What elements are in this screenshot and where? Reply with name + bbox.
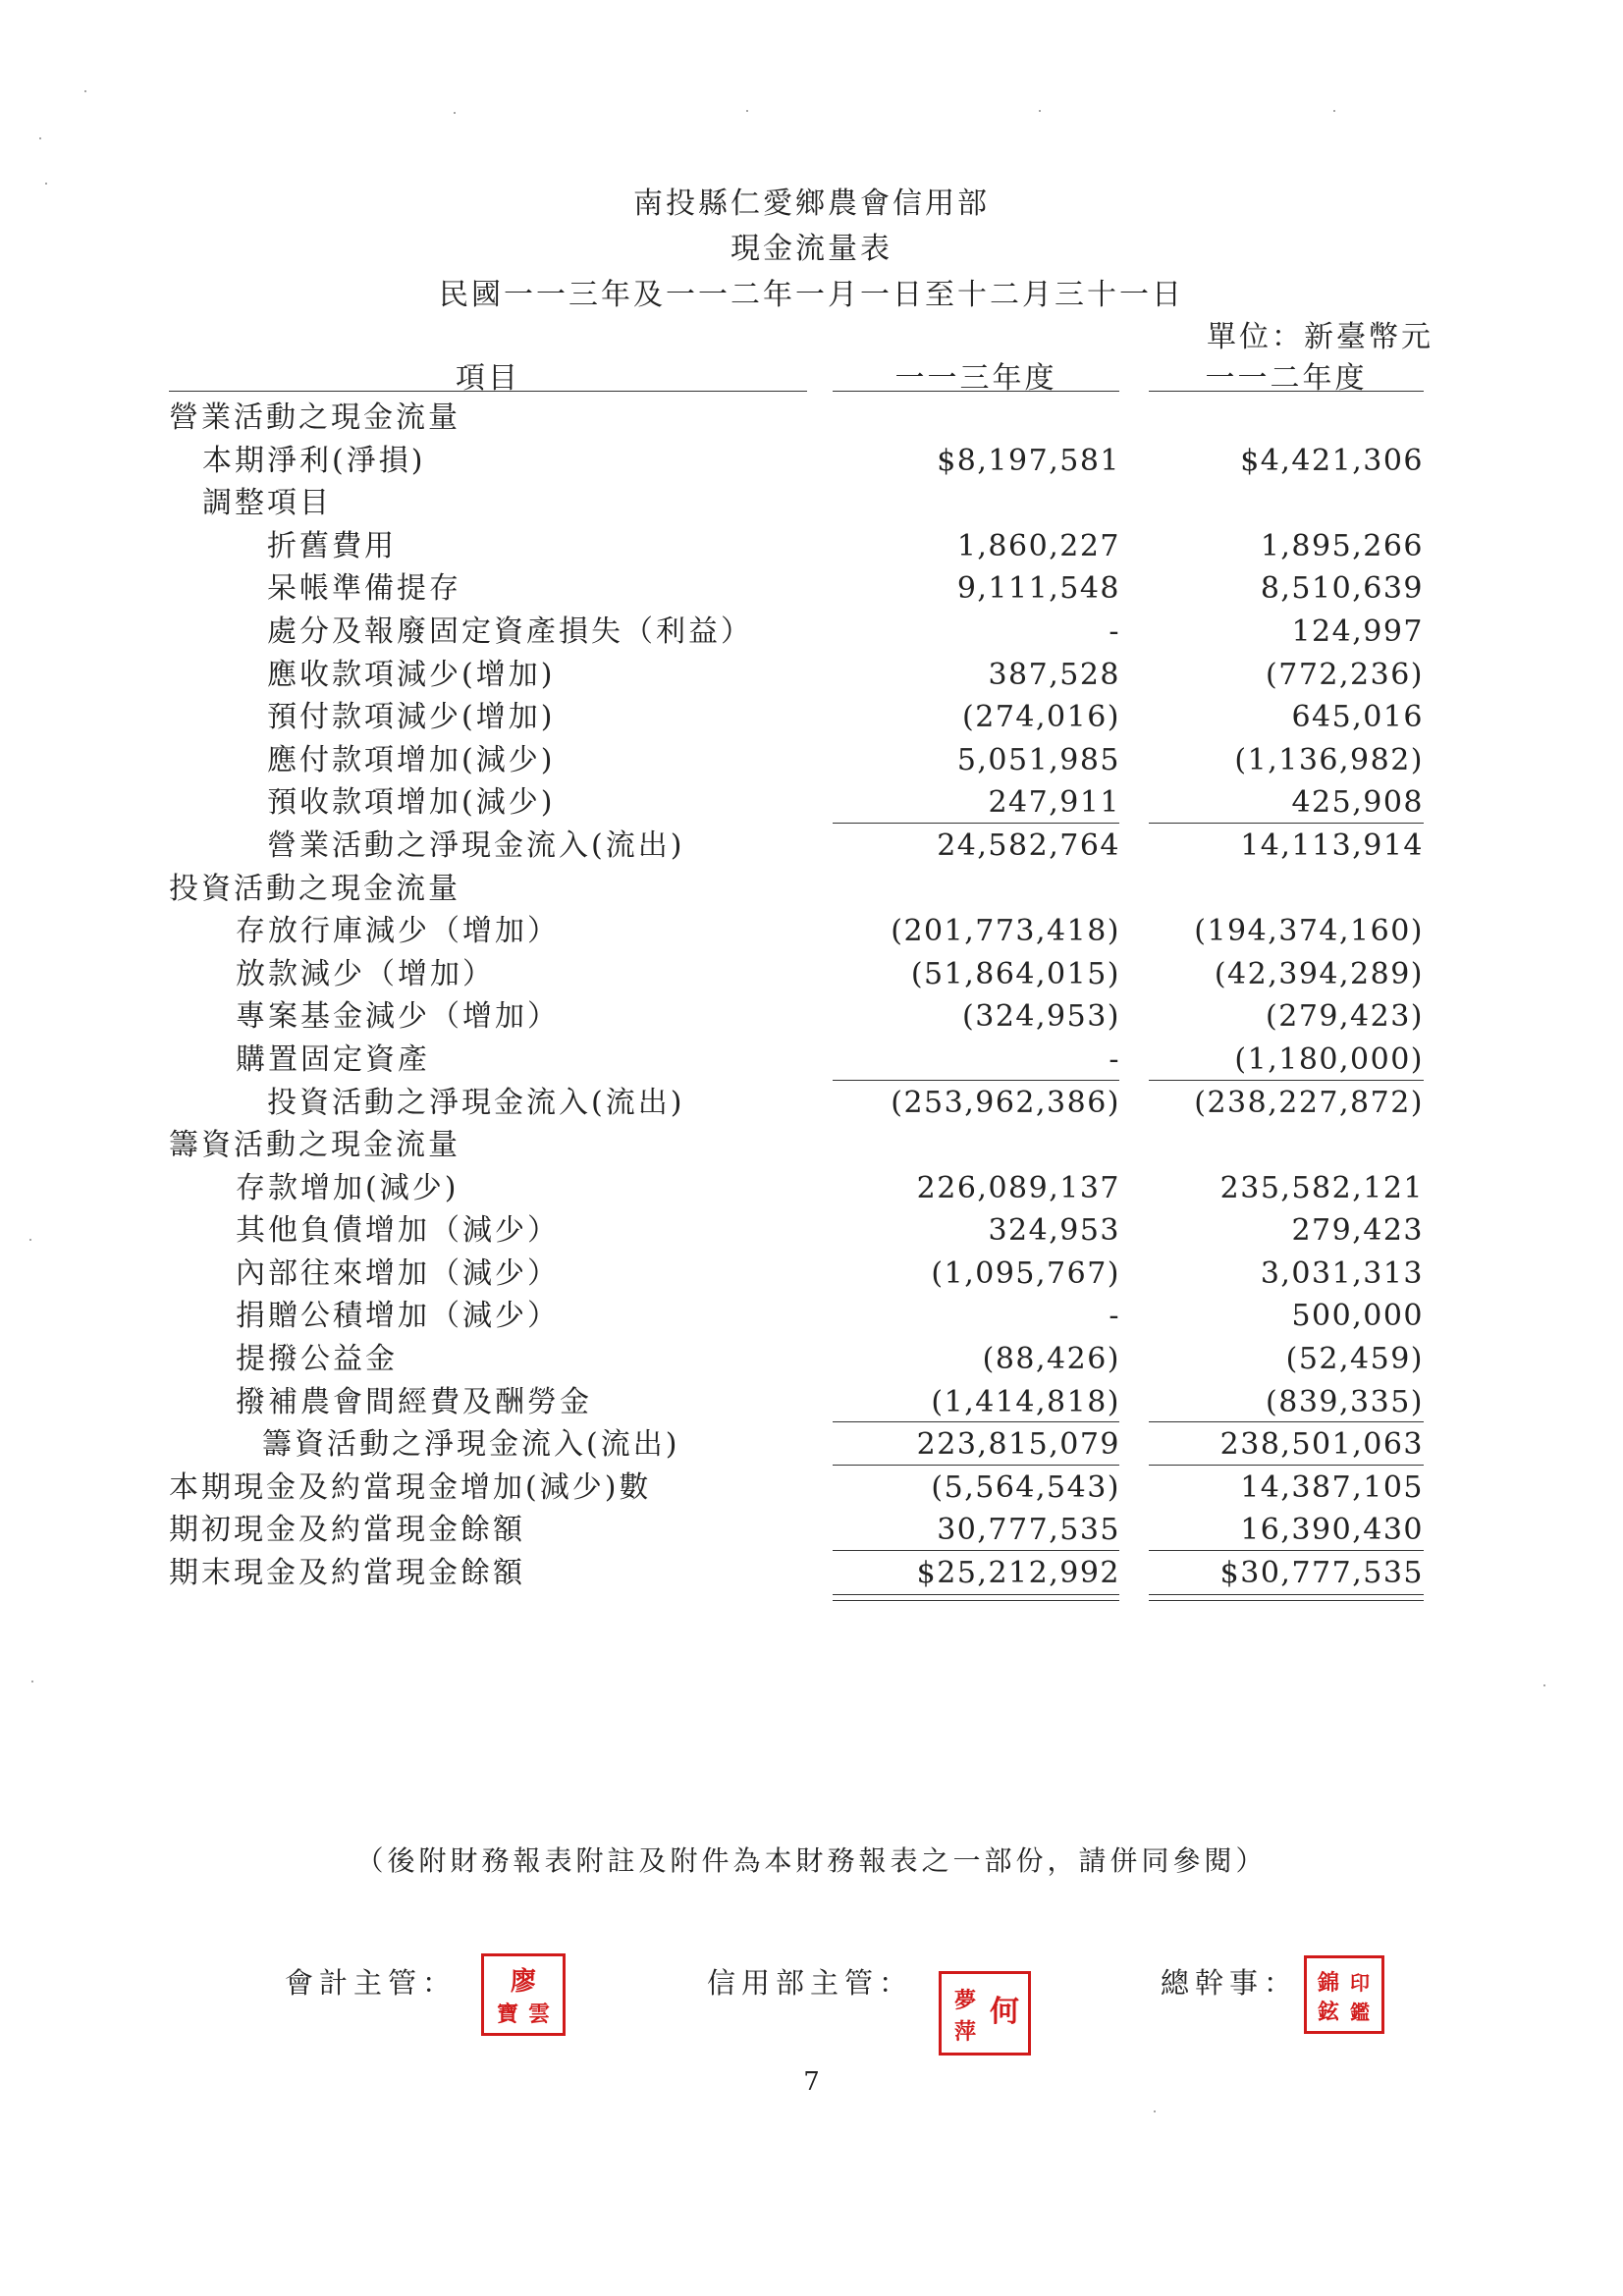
value-2023: 124,997 [1291,614,1424,649]
value-2024: $25,212,992 [916,1556,1120,1591]
general-manager-seal-icon [1307,1958,1381,2031]
subtotal-rule [1149,1080,1424,1081]
table-row [0,1253,1623,1296]
row-label: 調整項目 [202,486,332,521]
value-2023: 500,000 [1291,1299,1424,1334]
value-2023: (238,227,872) [1194,1085,1424,1120]
footnote: （後附財務報表附註及附件為本財務報表之一部份，請併同參閱） [355,1844,1268,1877]
value-2023: 8,510,639 [1260,571,1424,607]
value-2024: 9,111,548 [956,571,1120,607]
row-label: 內部往來增加（減少） [236,1255,560,1291]
value-2023: 14,387,105 [1240,1469,1424,1505]
credit-dept-supervisor-seal [939,1971,1031,2056]
total-double-rule [833,1594,1119,1601]
value-2023: $30,777,535 [1219,1556,1424,1591]
subtotal-rule [833,1421,1119,1422]
scan-speck [45,183,47,185]
credit-dept-supervisor-label: 信用部主管： [707,1966,914,2000]
scan-speck [1154,2110,1156,2112]
value-2024: 247,911 [988,785,1120,821]
value-2023: (279,423) [1266,999,1424,1035]
svg-text:雲: 雲 [527,2002,551,2027]
value-2023: (772,236) [1266,657,1424,692]
svg-text:印: 印 [1350,1971,1370,1995]
value-2024: (201,773,418) [891,914,1120,949]
subtotal-rule [833,1080,1119,1081]
svg-text:寶: 寶 [496,2002,519,2027]
value-2023: (42,394,289) [1214,956,1424,991]
svg-text:廖: 廖 [510,1967,537,1997]
table-row [0,1467,1623,1510]
statement-period: 民國一一三年及一一二年一月一日至十二月三十一日 [439,278,1184,312]
value-2024: (274,016) [962,700,1120,735]
value-2024: (253,962,386) [891,1085,1120,1120]
row-label: 存放行庫減少（增加） [236,914,560,949]
table-row [0,1295,1623,1338]
header-underline [169,391,807,392]
subtotal-rule [833,1465,1119,1466]
table-row [0,1039,1623,1082]
value-2023: (1,180,000) [1234,1041,1424,1077]
value-2024: (324,953) [962,999,1120,1035]
accounting-seal-icon [484,1956,563,2033]
row-label: 本期淨利(淨損) [202,443,426,478]
general-manager-seal [1304,1955,1384,2034]
table-row [0,1167,1623,1210]
row-label: 購置固定資產 [236,1041,430,1077]
value-2023: 279,423 [1291,1213,1424,1249]
row-label: 預付款項減少(增加) [267,700,556,735]
value-2023: 3,031,313 [1260,1255,1424,1291]
table-row [0,1423,1623,1467]
header-underline [1149,391,1424,392]
general-manager-label: 總幹事： [1161,1966,1299,2000]
row-label: 營業活動之淨現金流入(流出) [267,828,685,863]
scan-speck [29,1239,31,1241]
svg-text:錦: 錦 [1317,1970,1340,1996]
value-2024: (51,864,015) [910,956,1120,991]
value-2024: 24,582,764 [937,828,1120,863]
svg-text:何: 何 [990,1995,1019,2029]
scan-speck [39,137,41,139]
table-row [0,525,1623,568]
row-label: 期初現金及約當現金餘額 [169,1513,525,1548]
table-row [0,397,1623,440]
accounting-supervisor-seal [481,1953,566,2036]
row-label: 應收款項減少(增加) [267,657,556,692]
value-2024: $8,197,581 [937,443,1120,478]
value-2023: $4,421,306 [1240,443,1424,478]
header-underline [833,391,1119,392]
value-2023: (839,335) [1266,1384,1424,1419]
table-row [0,696,1623,739]
value-2023: 1,895,266 [1260,528,1424,563]
value-2024: 324,953 [988,1213,1120,1249]
value-2024: (5,564,543) [931,1469,1120,1505]
row-label: 處分及報廢固定資產損失（利益） [267,614,753,649]
subtotal-rule [1149,823,1424,824]
scan-speck [746,110,748,112]
value-2024: 30,777,535 [937,1513,1120,1548]
value-2023: 425,908 [1291,785,1424,821]
svg-text:夢: 夢 [953,1988,977,2013]
scan-speck [31,1681,33,1682]
table-row [0,440,1623,483]
value-2024: 223,815,079 [916,1427,1120,1463]
row-label: 專案基金減少（增加） [236,999,560,1035]
row-label: 捐贈公積增加（減少） [236,1299,560,1334]
cash-flow-table [0,397,1623,1595]
value-2024: (88,426) [982,1342,1120,1377]
item-column-header: 項目 [456,361,520,396]
row-label: 應付款項增加(減少) [267,742,556,777]
table-row [0,825,1623,868]
scan-speck [454,112,456,114]
row-label: 本期現金及約當現金增加(減少)數 [169,1469,652,1505]
value-2024: (1,095,767) [931,1255,1120,1291]
row-label: 折舊費用 [267,528,397,563]
value-2023: 14,113,914 [1240,828,1424,863]
row-label: 存款增加(減少) [236,1170,460,1205]
table-row [0,1082,1623,1125]
subtotal-rule [1149,1550,1424,1551]
table-row [0,654,1623,697]
page-number: 7 [803,2067,820,2097]
table-row [0,739,1623,782]
table-row [0,995,1623,1039]
table-row [0,1509,1623,1552]
subtotal-rule [833,823,1119,824]
org-name: 南投縣仁愛鄉農會信用部 [633,187,990,221]
table-row [0,1209,1623,1253]
value-2024: 387,528 [988,657,1120,692]
year-2024-column-header: 一一三年度 [894,361,1057,396]
row-label: 預收款項增加(減少) [267,785,556,821]
row-label: 投資活動之現金流量 [169,871,460,906]
table-row [0,611,1623,654]
row-label: 投資活動之淨現金流入(流出) [267,1085,685,1120]
row-label: 呆帳準備提存 [267,571,461,607]
subtotal-rule [1149,1465,1424,1466]
row-label: 提撥公益金 [236,1342,398,1377]
value-2023: (52,459) [1285,1342,1424,1377]
table-row [0,781,1623,825]
statement-title: 現金流量表 [730,232,893,266]
value-2023: (194,374,160) [1194,914,1424,949]
value-2024: 5,051,985 [956,742,1120,777]
total-double-rule [1149,1594,1424,1601]
row-label: 營業活動之現金流量 [169,400,460,435]
value-2023: 16,390,430 [1240,1513,1424,1548]
scan-speck [1039,110,1041,112]
row-label: 籌資活動之現金流量 [169,1128,460,1163]
value-2024: - [1109,614,1120,649]
scan-speck [84,90,86,92]
svg-text:鉉: 鉉 [1317,2000,1340,2025]
row-label: 撥補農會間經費及酬勞金 [236,1384,592,1419]
row-label: 放款減少（增加） [236,956,495,991]
value-2024: 1,860,227 [956,528,1120,563]
year-2023-column-header: 一一二年度 [1205,361,1368,396]
value-2023: (1,136,982) [1234,742,1424,777]
svg-text:萍: 萍 [953,2019,977,2045]
value-2024: (1,414,818) [931,1384,1120,1419]
credit-dept-seal-icon [942,1974,1028,2053]
scan-speck [1543,1684,1545,1686]
subtotal-rule [1149,1421,1424,1422]
value-2023: 645,016 [1291,700,1424,735]
value-2023: 238,501,063 [1219,1427,1424,1463]
table-row [0,482,1623,525]
row-label: 期末現金及約當現金餘額 [169,1556,525,1591]
value-2024: - [1109,1299,1120,1334]
table-row [0,868,1623,911]
table-row [0,1124,1623,1167]
table-row [0,1381,1623,1424]
value-2024: 226,089,137 [916,1170,1120,1205]
row-label: 其他負債增加（減少） [236,1213,560,1249]
value-2024: - [1109,1041,1120,1077]
currency-unit: 單位：新臺幣元 [1207,320,1434,354]
row-label: 籌資活動之淨現金流入(流出) [262,1427,680,1463]
table-row [0,953,1623,996]
table-row [0,567,1623,611]
subtotal-rule [833,1550,1119,1551]
accounting-supervisor-label: 會計主管： [285,1966,458,2000]
table-row [0,1552,1623,1595]
value-2023: 235,582,121 [1219,1170,1424,1205]
scan-speck [1333,110,1335,112]
table-row [0,1338,1623,1381]
table-row [0,910,1623,953]
svg-text:鑑: 鑑 [1350,2001,1370,2024]
